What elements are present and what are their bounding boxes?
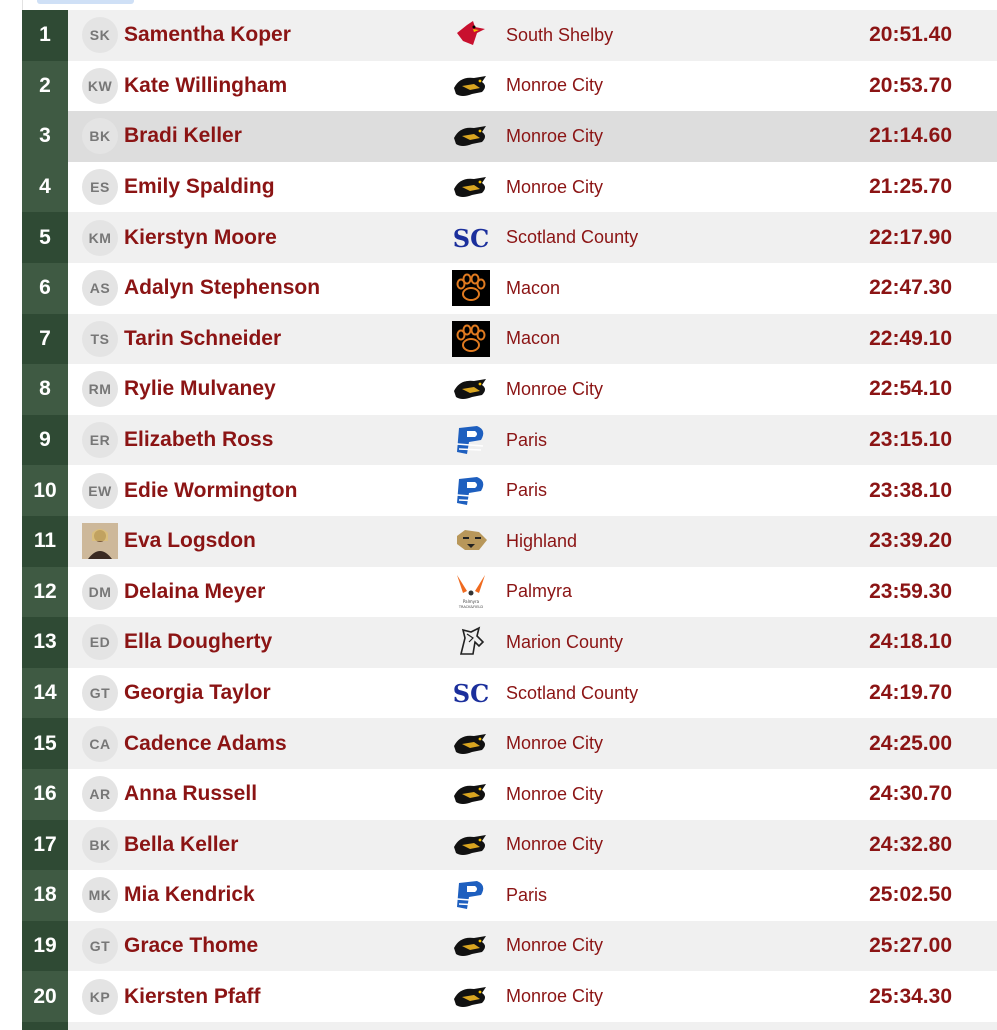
left-gutter bbox=[0, 0, 23, 1024]
place-number: 18 bbox=[22, 870, 68, 921]
athlete-name-link[interactable]: Tarin Schneider bbox=[124, 326, 282, 350]
finish-time: 21:25.70 bbox=[869, 175, 952, 199]
panther-icon[interactable] bbox=[452, 371, 490, 407]
athlete-avatar[interactable]: AR bbox=[82, 776, 118, 812]
results-list bbox=[22, 10, 997, 1030]
result-row[interactable] bbox=[22, 314, 997, 365]
athlete-avatar[interactable] bbox=[82, 523, 118, 559]
place-number: 1 bbox=[22, 10, 68, 61]
finish-time: 25:02.50 bbox=[869, 883, 952, 907]
wings-icon[interactable] bbox=[452, 574, 490, 610]
place-number: 16 bbox=[22, 769, 68, 820]
athlete-name-link[interactable]: Georgia Taylor bbox=[124, 681, 271, 705]
p-letter-icon[interactable] bbox=[452, 473, 490, 509]
school-name-link[interactable]: Paris bbox=[506, 884, 548, 905]
finish-time: 22:54.10 bbox=[869, 377, 952, 401]
school-name-link[interactable]: Monroe City bbox=[506, 733, 604, 754]
place-number: 12 bbox=[22, 567, 68, 618]
athlete-avatar[interactable]: EW bbox=[82, 473, 118, 509]
panther-icon[interactable] bbox=[452, 827, 490, 863]
school-name-link[interactable]: Monroe City bbox=[506, 935, 604, 956]
place-number: 8 bbox=[22, 364, 68, 415]
athlete-name-link[interactable]: Mia Kendrick bbox=[124, 883, 255, 907]
athlete-avatar[interactable]: KW bbox=[82, 68, 118, 104]
finish-time: 24:32.80 bbox=[869, 832, 952, 856]
result-row[interactable] bbox=[22, 617, 997, 668]
place-number: 20 bbox=[22, 971, 68, 1022]
school-name-link[interactable]: Palmyra bbox=[506, 581, 573, 602]
place-number: 15 bbox=[22, 718, 68, 769]
finish-time: 20:53.70 bbox=[869, 73, 952, 97]
athlete-avatar[interactable]: GT bbox=[82, 928, 118, 964]
athlete-avatar[interactable]: KP bbox=[82, 979, 118, 1015]
school-name-link[interactable]: Monroe City bbox=[506, 176, 604, 197]
place-number: 19 bbox=[22, 921, 68, 972]
finish-time: 22:49.10 bbox=[869, 326, 952, 350]
top-tab-indicator bbox=[37, 0, 134, 4]
school-name-link[interactable]: Paris bbox=[506, 429, 548, 450]
athlete-avatar[interactable]: KM bbox=[82, 220, 118, 256]
athlete-name-link[interactable]: Bella Keller bbox=[124, 832, 239, 856]
school-name-link[interactable]: Monroe City bbox=[506, 986, 604, 1007]
athlete-avatar[interactable]: ER bbox=[82, 422, 118, 458]
p-letter-icon[interactable] bbox=[452, 422, 490, 458]
school-name-link[interactable]: Highland bbox=[506, 530, 578, 551]
panther-icon[interactable] bbox=[452, 776, 490, 812]
result-row[interactable] bbox=[22, 516, 997, 567]
cougar-icon[interactable] bbox=[452, 523, 490, 559]
finish-time: 22:47.30 bbox=[869, 276, 952, 300]
sc-monogram-icon[interactable] bbox=[452, 220, 490, 256]
paw-icon[interactable] bbox=[452, 321, 490, 357]
athlete-name-link[interactable]: Edie Wormington bbox=[124, 478, 298, 502]
athlete-name-link[interactable]: Kate Willingham bbox=[124, 73, 288, 97]
school-name-link[interactable]: Monroe City bbox=[506, 378, 604, 399]
result-row-partial bbox=[22, 1022, 997, 1030]
athlete-name-link[interactable]: Adalyn Stephenson bbox=[124, 276, 321, 300]
athlete-avatar[interactable]: ES bbox=[82, 169, 118, 205]
place-number: 13 bbox=[22, 617, 68, 668]
place-number: 6 bbox=[22, 263, 68, 314]
athlete-avatar[interactable]: BK bbox=[82, 118, 118, 154]
result-row[interactable] bbox=[22, 769, 997, 820]
athlete-name-link[interactable]: Emily Spalding bbox=[124, 175, 275, 199]
panther-icon[interactable] bbox=[452, 169, 490, 205]
school-name-link[interactable]: Monroe City bbox=[506, 75, 604, 96]
p-letter-icon[interactable] bbox=[452, 877, 490, 913]
athlete-avatar[interactable]: GT bbox=[82, 675, 118, 711]
finish-time: 21:14.60 bbox=[869, 124, 952, 148]
finish-time: 24:18.10 bbox=[869, 630, 952, 654]
athlete-avatar[interactable]: ED bbox=[82, 624, 118, 660]
result-row[interactable] bbox=[22, 61, 997, 112]
finish-time: 24:19.70 bbox=[869, 681, 952, 705]
athlete-name-link[interactable]: Kierstyn Moore bbox=[124, 225, 277, 249]
finish-time: 20:51.40 bbox=[869, 23, 952, 47]
finish-time: 25:34.30 bbox=[869, 984, 952, 1008]
school-name-link[interactable]: South Shelby bbox=[506, 24, 614, 45]
school-name-link[interactable]: Scotland County bbox=[506, 682, 639, 703]
finish-time: 22:17.90 bbox=[869, 225, 952, 249]
athlete-name-link[interactable]: Samentha Koper bbox=[124, 23, 291, 47]
athlete-name-link[interactable]: Anna Russell bbox=[124, 782, 258, 806]
school-name-link[interactable]: Macon bbox=[506, 277, 561, 298]
panther-icon[interactable] bbox=[452, 979, 490, 1015]
finish-time: 24:30.70 bbox=[869, 782, 952, 806]
result-row[interactable] bbox=[22, 162, 997, 213]
paw-icon[interactable] bbox=[452, 270, 490, 306]
athlete-name-link[interactable]: Cadence Adams bbox=[124, 731, 287, 755]
athlete-avatar[interactable]: SK bbox=[82, 17, 118, 53]
panther-icon[interactable] bbox=[452, 726, 490, 762]
place-number: 10 bbox=[22, 465, 68, 516]
result-row[interactable] bbox=[22, 971, 997, 1022]
svg-text:SC: SC bbox=[452, 679, 490, 709]
place-number: 11 bbox=[22, 516, 68, 567]
school-name-link[interactable]: Marion County bbox=[506, 631, 624, 652]
result-row[interactable] bbox=[22, 10, 997, 61]
school-name-link[interactable]: Macon bbox=[506, 328, 561, 349]
place-number: 17 bbox=[22, 820, 68, 871]
result-row[interactable] bbox=[22, 921, 997, 972]
result-row[interactable] bbox=[22, 668, 997, 719]
school-name-link[interactable]: Monroe City bbox=[506, 125, 604, 146]
athlete-name-link[interactable]: Eva Logsdon bbox=[124, 529, 256, 553]
place-number: 3 bbox=[22, 111, 68, 162]
finish-time: 25:27.00 bbox=[869, 933, 952, 957]
result-row[interactable] bbox=[22, 820, 997, 871]
school-name-link[interactable]: Monroe City bbox=[506, 834, 604, 855]
svg-text:Palmyra: Palmyra bbox=[462, 598, 480, 604]
finish-time: 23:38.10 bbox=[869, 478, 952, 502]
athlete-name-link[interactable]: Kiersten Pfaff bbox=[124, 984, 261, 1008]
school-name-link[interactable]: Paris bbox=[506, 480, 548, 501]
finish-time: 23:39.20 bbox=[869, 529, 952, 553]
athlete-name-link[interactable]: Delaina Meyer bbox=[124, 579, 266, 603]
athlete-name-link[interactable]: Bradi Keller bbox=[124, 124, 242, 148]
panther-icon[interactable] bbox=[452, 928, 490, 964]
place-number: 5 bbox=[22, 212, 68, 263]
place-number-partial bbox=[22, 1022, 68, 1030]
athlete-name-link[interactable]: Rylie Mulvaney bbox=[124, 377, 276, 401]
result-row[interactable] bbox=[22, 212, 997, 263]
finish-time: 23:59.30 bbox=[869, 579, 952, 603]
athlete-avatar[interactable]: CA bbox=[82, 726, 118, 762]
place-number: 9 bbox=[22, 415, 68, 466]
mustang-icon[interactable] bbox=[452, 624, 490, 660]
school-name-link[interactable]: Scotland County bbox=[506, 227, 639, 248]
athlete-name-link[interactable]: Grace Thome bbox=[124, 933, 259, 957]
athlete-avatar[interactable]: MK bbox=[82, 877, 118, 913]
result-row[interactable] bbox=[22, 567, 997, 618]
sc-monogram-icon[interactable] bbox=[452, 675, 490, 711]
athlete-avatar[interactable]: TS bbox=[82, 321, 118, 357]
result-row[interactable] bbox=[22, 415, 997, 466]
result-row[interactable] bbox=[22, 111, 997, 162]
place-number: 2 bbox=[22, 61, 68, 112]
finish-time: 23:15.10 bbox=[869, 428, 952, 452]
result-row[interactable] bbox=[22, 718, 997, 769]
result-row[interactable] bbox=[22, 263, 997, 314]
panther-icon[interactable] bbox=[452, 118, 490, 154]
athlete-avatar[interactable]: BK bbox=[82, 827, 118, 863]
place-number: 7 bbox=[22, 314, 68, 365]
place-number: 4 bbox=[22, 162, 68, 213]
school-name-link[interactable]: Monroe City bbox=[506, 783, 604, 804]
result-row[interactable] bbox=[22, 465, 997, 516]
svg-text:SC: SC bbox=[452, 223, 490, 253]
result-row[interactable] bbox=[22, 870, 997, 921]
svg-text:TRACK&FIELD: TRACK&FIELD bbox=[458, 604, 484, 609]
athlete-avatar[interactable]: AS bbox=[82, 270, 118, 306]
result-row[interactable] bbox=[22, 364, 997, 415]
finish-time: 24:25.00 bbox=[869, 731, 952, 755]
place-number: 14 bbox=[22, 668, 68, 719]
panther-icon[interactable] bbox=[452, 68, 490, 104]
athlete-avatar[interactable]: DM bbox=[82, 574, 118, 610]
athlete-avatar[interactable]: RM bbox=[82, 371, 118, 407]
cardinal-icon[interactable] bbox=[452, 17, 490, 53]
athlete-name-link[interactable]: Ella Dougherty bbox=[124, 630, 273, 654]
athlete-name-link[interactable]: Elizabeth Ross bbox=[124, 428, 274, 452]
